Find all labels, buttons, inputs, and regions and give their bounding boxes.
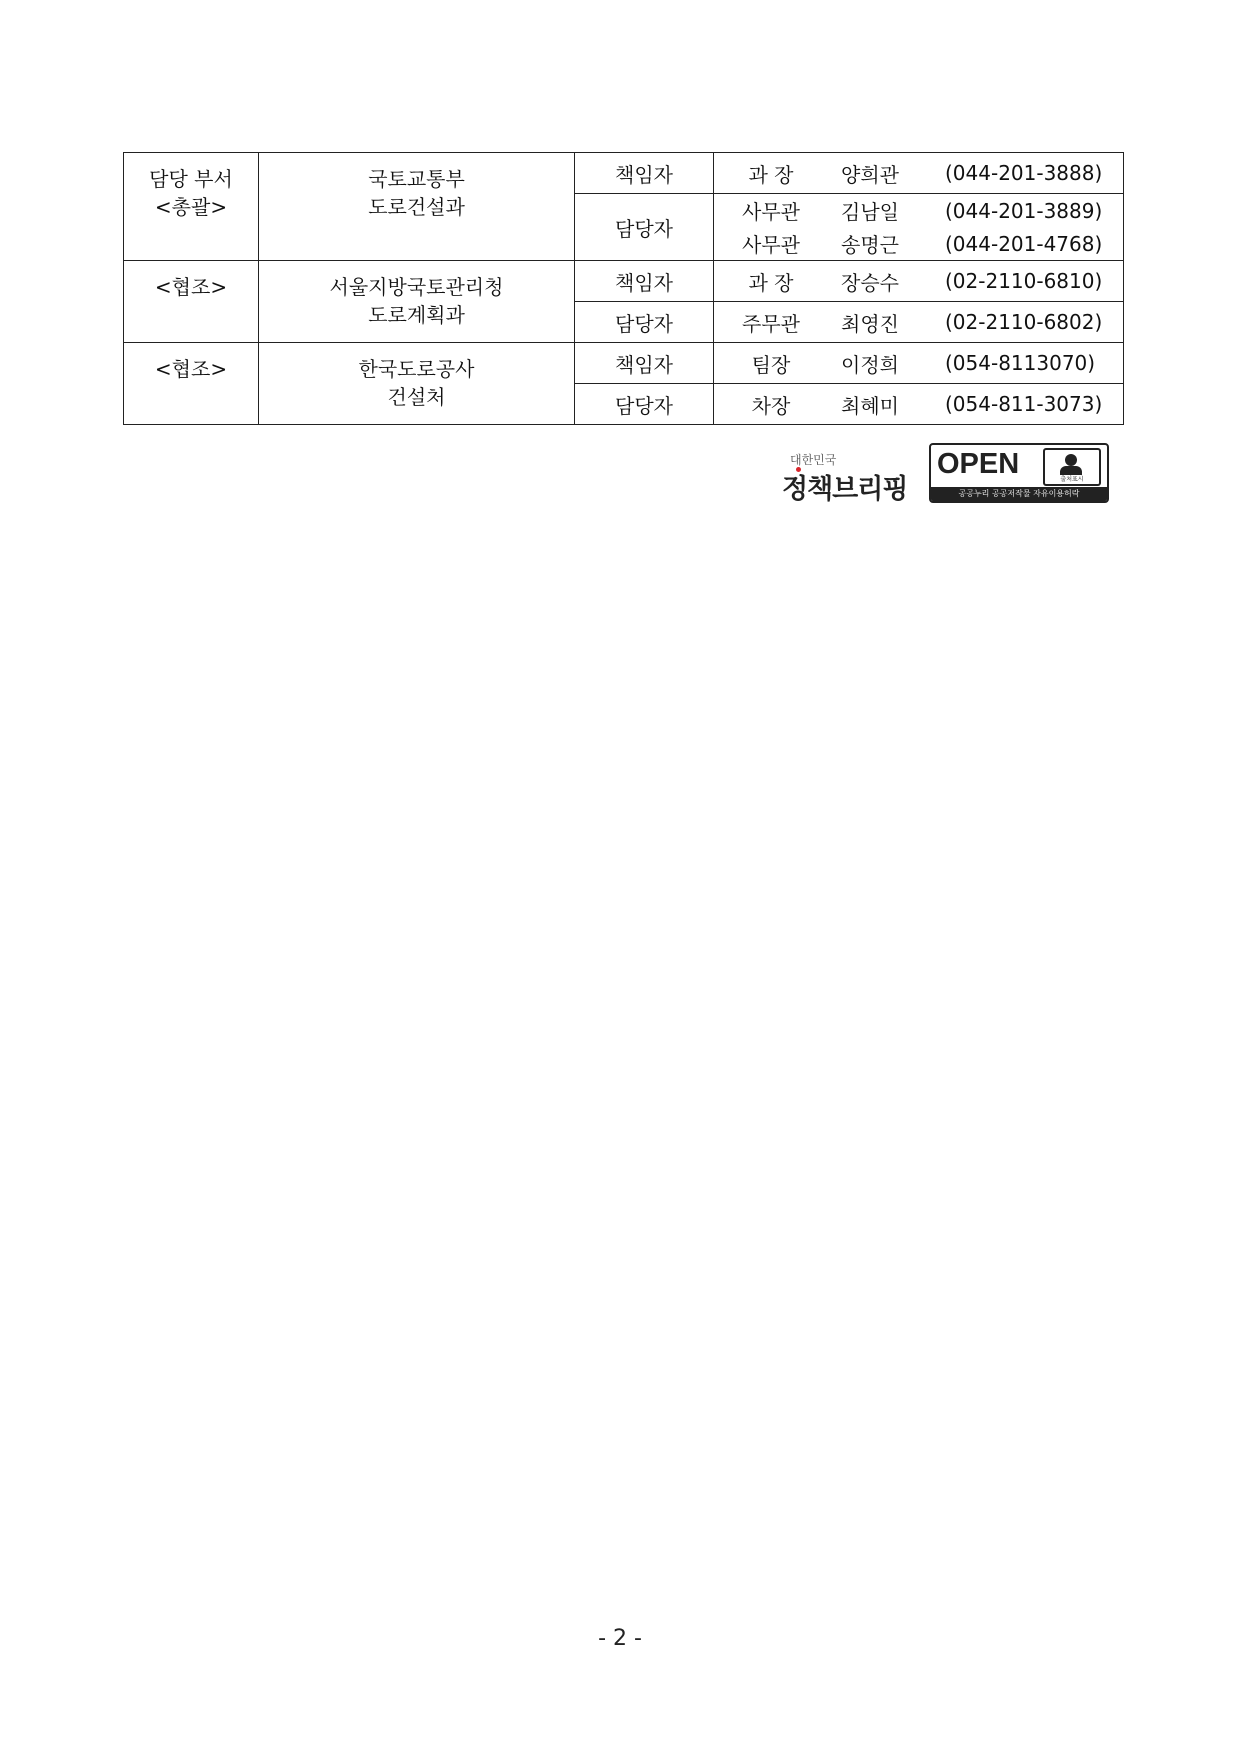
- dept-label-cell: [124, 261, 259, 343]
- role-cell: 담당자: [575, 194, 714, 261]
- person-title: 사무관: [742, 200, 800, 224]
- person-name: 김남일: [841, 200, 899, 224]
- people-cell: [714, 261, 1124, 302]
- person-name: 최혜미: [841, 393, 899, 418]
- person-entry: [714, 302, 1123, 342]
- people-cell: [714, 302, 1124, 343]
- role-cell: 담당자: [575, 302, 714, 343]
- open-license-footer: 공공누리 공공저작물 자유이용허락: [931, 487, 1107, 501]
- person-phone: (054-811-3073): [945, 392, 1103, 416]
- org-name-line: 한국도로공사: [358, 357, 475, 381]
- role-cell: 책임자: [575, 153, 714, 194]
- contact-table: [123, 152, 1124, 425]
- person-title: 사무관: [742, 233, 800, 257]
- dept-label-cell: [124, 343, 259, 425]
- org-name-line: 건설처: [387, 385, 446, 409]
- person-phone: (044-201-4768): [945, 231, 1103, 256]
- person-entry: [714, 384, 1123, 424]
- person-name: 최영진: [841, 311, 899, 336]
- org-name-line: 도로계획과: [368, 303, 465, 327]
- person-name: 이정희: [841, 352, 899, 377]
- org-cell: [259, 343, 575, 425]
- person-phone: (02-2110-6810): [945, 269, 1103, 293]
- dept-label-line: <협조>: [154, 357, 228, 381]
- person-name: 송명근: [841, 233, 899, 257]
- org-cell: [259, 261, 575, 343]
- person-title: 차장: [751, 393, 791, 418]
- people-cell: [714, 194, 1124, 261]
- people-cell: [714, 343, 1124, 384]
- table-row: [124, 343, 1124, 384]
- org-name-line: 서울지방국토관리청: [329, 275, 504, 299]
- person-icon-head: [1065, 454, 1077, 466]
- logo-area: [782, 443, 1107, 508]
- page-number: - 2 -: [598, 1626, 642, 1651]
- role-cell: 담당자: [575, 384, 714, 425]
- people-cell: [714, 153, 1124, 194]
- person-entry: [714, 153, 1123, 193]
- table-row: [124, 153, 1124, 194]
- person-entry: [714, 227, 1123, 260]
- person-phone: (02-2110-6802): [945, 310, 1103, 334]
- person-title: 팀장: [751, 352, 791, 377]
- dept-label-line: <협조>: [154, 275, 228, 299]
- dept-label-cell: [124, 153, 259, 261]
- person-entry: [714, 261, 1123, 301]
- org-name-line: 국토교통부: [368, 167, 465, 191]
- person-name: 장승수: [841, 270, 899, 295]
- person-entry: [714, 194, 1123, 227]
- open-label: OPEN: [937, 448, 1020, 480]
- logo-accent-dot: [796, 467, 801, 472]
- dept-label-line: 담당 부서: [149, 167, 233, 191]
- person-title: 주무관: [742, 311, 800, 336]
- person-entry: [714, 343, 1123, 383]
- person-title: 과 장: [748, 162, 794, 187]
- person-name: 양희관: [841, 162, 899, 187]
- policy-briefing-logo-text: 정책브리핑: [782, 474, 908, 505]
- open-license-badge: [929, 443, 1109, 503]
- table-row: [124, 261, 1124, 302]
- person-icon: [1043, 448, 1101, 486]
- policy-briefing-logo: [782, 451, 917, 506]
- person-phone: (044-201-3889): [945, 198, 1103, 223]
- role-cell: 책임자: [575, 343, 714, 384]
- person-phone: (044-201-3888): [945, 161, 1103, 185]
- dept-label-line: <총괄>: [154, 195, 228, 219]
- people-cell: [714, 384, 1124, 425]
- person-phone: (054-8113070): [945, 351, 1096, 375]
- org-cell: [259, 153, 575, 261]
- org-name-line: 도로건설과: [368, 195, 465, 219]
- role-cell: 책임자: [575, 261, 714, 302]
- attribution-label: 출처표시: [1060, 476, 1084, 483]
- policy-briefing-logo-top: 대한민국: [790, 453, 837, 467]
- person-title: 과 장: [748, 270, 794, 295]
